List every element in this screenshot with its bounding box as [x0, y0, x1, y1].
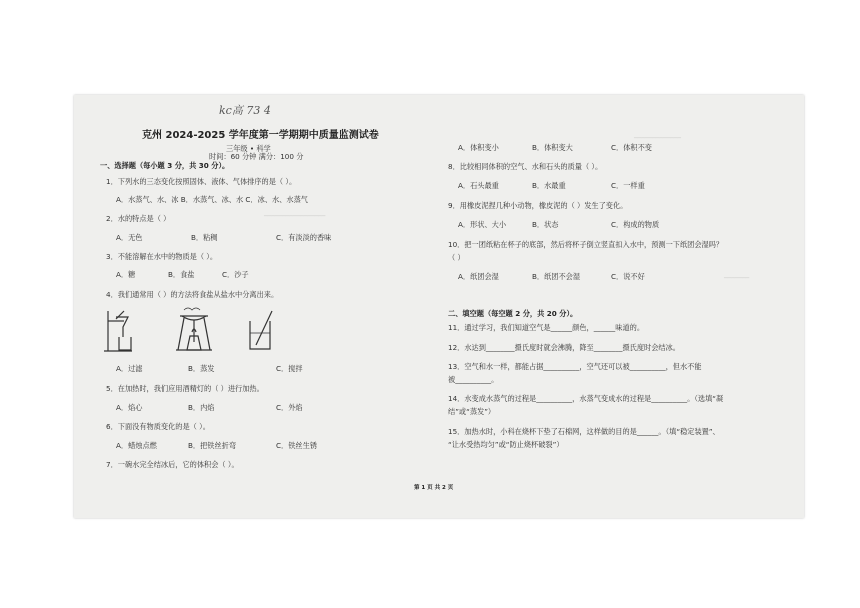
question-10-line1: 10．把一团纸粘在杯子的底部，然后将杯子倒立竖直扣入水中，预测一下纸团会湿吗？	[448, 240, 724, 249]
option-a: A．石头最重	[458, 181, 499, 190]
handwritten-note: kc高 73 4	[219, 104, 271, 117]
option-c: C．外焰	[276, 403, 303, 412]
option-b: B．蒸发	[188, 364, 215, 373]
question-11: 11．通过学习，我们知道空气是______颜色，______味道的。	[448, 323, 645, 332]
question-1-options: A．水蒸气、水、冰 B．水蒸气、冰、水 C．冰、水、水蒸气	[116, 195, 308, 204]
evaporation-apparatus-icon	[174, 302, 214, 354]
question-12: 12．水达到________摄氏度时就会沸腾，降至________摄氏度时会结冰。	[448, 343, 680, 352]
option-a: A．焰心	[116, 403, 143, 412]
section2-heading: 二、填空题（每空题 2 分，共 20 分）。	[448, 309, 578, 318]
option-c: C．铁丝生锈	[276, 441, 317, 450]
question-7: 7．一碗水完全结冰后，它的体积会（ ）。	[106, 460, 239, 469]
question-2: 2．水的特点是（ ）	[106, 214, 171, 223]
option-b: B．把铁丝折弯	[188, 441, 237, 450]
bleed-through-text: ─────────────────	[264, 213, 326, 220]
question-3: 3．不能溶解在水中的物质是（ ）。	[106, 252, 218, 261]
option-c: C．一样重	[611, 181, 645, 190]
question-8: 8．比较相同体积的空气、水和石头的质量（ ）。	[448, 162, 603, 171]
option-c: C．体积不变	[611, 143, 652, 152]
option-b: B．食盐	[168, 270, 195, 279]
option-a: A．蜡烛点燃	[116, 441, 157, 450]
option-c: C．沙子	[222, 270, 249, 279]
question-4: 4．我们通常用（ ）的方法将食盐从盐水中分离出来。	[106, 290, 279, 299]
stirring-beaker-icon	[246, 307, 276, 353]
filtration-apparatus-icon	[102, 307, 138, 355]
question-1: 1．下列水的三态变化按照固体、液体、气体排序的是（ ）。	[106, 177, 297, 186]
question-14-line1: 14．水变成水蒸气的过程是__________，水蒸气变成水的过程是__________。（选填“凝	[448, 394, 724, 403]
option-b: B．纸团不会湿	[532, 272, 581, 281]
option-a: A．过滤	[116, 364, 143, 373]
question-5: 5．在加热时，我们应用酒精灯的（ ）进行加热。	[106, 384, 264, 393]
time-and-score: 时间：60 分钟 满分：100 分	[209, 152, 304, 161]
exam-paper-scan	[74, 95, 804, 518]
question-15-line2: “让水受热均匀”或“防止烧杯破裂”）	[448, 440, 564, 449]
option-c: C．构成的物质	[611, 220, 660, 229]
option-a: A．无色	[116, 233, 143, 242]
section1-heading: 一、选择题（每小题 3 分，共 30 分）。	[100, 161, 230, 170]
exam-subtitle: 三年级 • 科学	[226, 144, 271, 153]
question-13-line1: 13．空气和水一样，都能占据__________，空气还可以被__________，但水不能	[448, 362, 702, 371]
option-b: B．水最重	[532, 181, 566, 190]
bleed-through-text: ───────	[724, 275, 750, 282]
option-a: A．糖	[116, 270, 136, 279]
question-9: 9．用橡皮泥捏几种小动物，橡皮泥的（ ）发生了变化。	[448, 201, 628, 210]
option-b: B．内焰	[188, 403, 215, 412]
option-c: C．有淡淡的香味	[276, 233, 332, 242]
page-footer: 第 1 页 共 2 页	[414, 485, 454, 491]
question-6: 6．下面没有物质变化的是（ ）。	[106, 422, 210, 431]
option-b: B．粘稠	[191, 233, 218, 242]
exam-title: 克州 2024-2025 学年度第一学期期中质量监测试卷	[142, 130, 379, 141]
question-10-line2: （ ）	[448, 253, 465, 262]
option-c: C．说不好	[611, 272, 645, 281]
option-b: B．体积变大	[532, 143, 573, 152]
option-a: A．体积变小	[458, 143, 499, 152]
option-a: A．形状、大小	[458, 220, 507, 229]
option-c: C．搅拌	[276, 364, 303, 373]
question-14-line2: 结”或“蒸发”）	[448, 407, 496, 416]
option-a: A．纸团会湿	[458, 272, 499, 281]
option-b: B．状态	[532, 220, 559, 229]
question-13-line2: 被__________。	[448, 375, 499, 384]
question-15-line1: 15．加热水时，小科在烧杯下垫了石棉网，这样做的目的是______。（填“稳定装置”、	[448, 427, 720, 436]
bleed-through-text: ─────────────	[634, 135, 681, 142]
